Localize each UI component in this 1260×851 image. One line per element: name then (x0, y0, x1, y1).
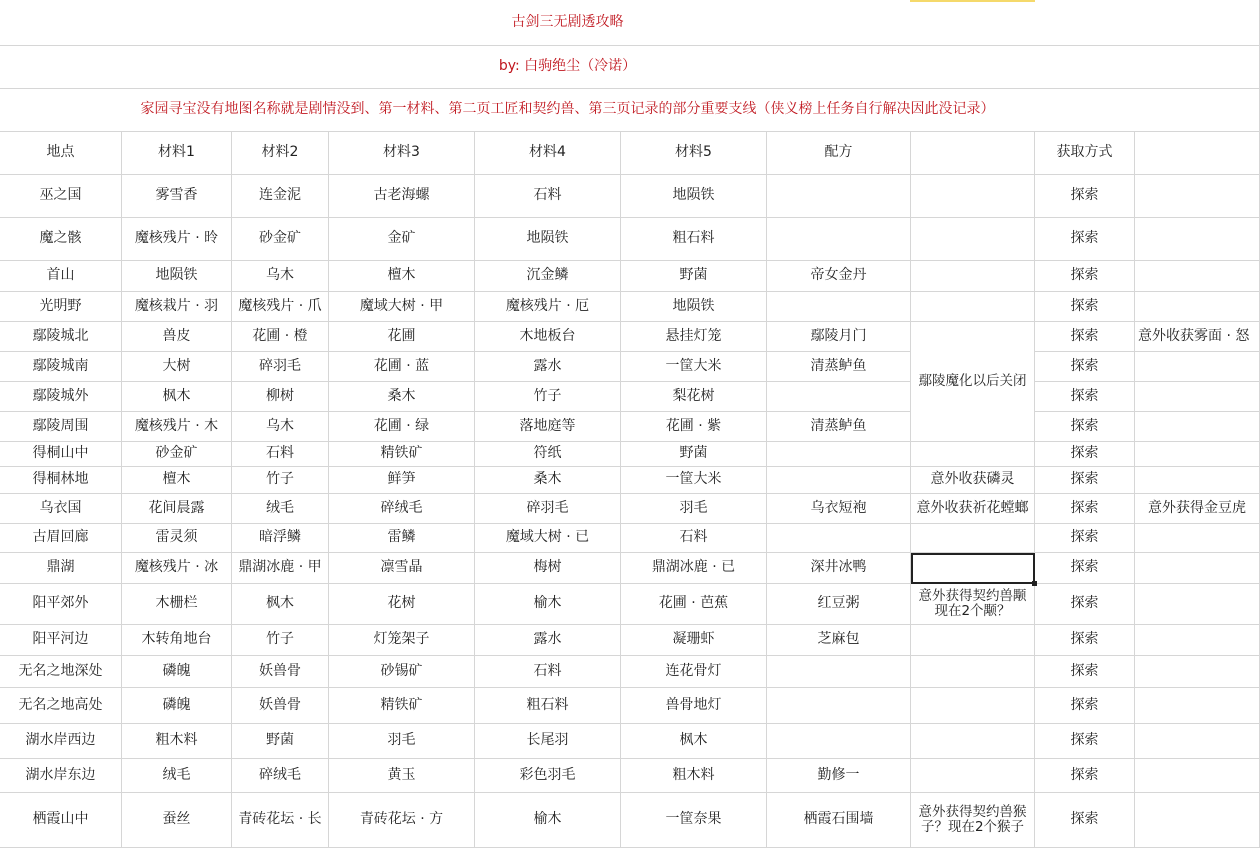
table-cell[interactable] (1135, 724, 1260, 759)
table-cell[interactable]: 碎绒毛 (329, 494, 475, 524)
table-cell[interactable] (767, 218, 911, 261)
table-cell[interactable]: 魔核残片 · 厄 (475, 292, 621, 322)
table-cell[interactable]: 砂锡矿 (329, 656, 475, 688)
table-cell[interactable]: 磷魄 (122, 656, 232, 688)
table-cell[interactable]: 花树 (329, 584, 475, 625)
table-cell[interactable]: 桑木 (475, 467, 621, 494)
table-cell[interactable] (1135, 218, 1260, 261)
table-cell[interactable]: 鄢陵城南 (0, 352, 122, 382)
table-cell[interactable]: 绒毛 (232, 494, 329, 524)
table-cell[interactable]: 碎羽毛 (232, 352, 329, 382)
table-cell[interactable]: 石料 (475, 656, 621, 688)
table-cell[interactable]: 探索 (1035, 759, 1135, 793)
table-cell[interactable]: 古眉回廊 (0, 524, 122, 553)
table-cell[interactable]: 栖霞山中 (0, 793, 122, 848)
table-cell[interactable]: 地陨铁 (621, 292, 767, 322)
table-cell[interactable]: 意外收获雾面 · 怒 (1135, 322, 1260, 352)
table-cell[interactable]: 粗石料 (621, 218, 767, 261)
table-cell[interactable]: 阳平郊外 (0, 584, 122, 625)
table-cell[interactable] (1135, 793, 1260, 848)
table-cell[interactable]: 雷鳞 (329, 524, 475, 553)
table-cell[interactable]: 榆木 (475, 584, 621, 625)
table-cell[interactable]: 鼎湖冰鹿 · 甲 (232, 553, 329, 584)
table-cell[interactable]: 探索 (1035, 261, 1135, 292)
table-cell[interactable]: 檀木 (329, 261, 475, 292)
table-cell[interactable]: 竹子 (232, 467, 329, 494)
table-cell[interactable]: 魔核残片 · 木 (122, 412, 232, 442)
table-cell[interactable]: 连花骨灯 (621, 656, 767, 688)
table-cell[interactable] (1135, 584, 1260, 625)
table-cell[interactable]: 精铁矿 (329, 688, 475, 724)
table-cell[interactable]: 竹子 (232, 625, 329, 656)
table-cell[interactable] (1135, 524, 1260, 553)
table-cell[interactable]: 粗石料 (475, 688, 621, 724)
table-cell[interactable]: 花圃 · 橙 (232, 322, 329, 352)
table-cell[interactable]: 石料 (475, 175, 621, 218)
table-cell[interactable]: 雷灵须 (122, 524, 232, 553)
table-cell[interactable]: 意外获得契约兽猴子？现在2个猴子 (911, 793, 1035, 848)
table-cell[interactable]: 探索 (1035, 218, 1135, 261)
table-cell[interactable] (767, 292, 911, 322)
table-cell[interactable]: 金矿 (329, 218, 475, 261)
table-cell[interactable]: 清蒸鲈鱼 (767, 412, 911, 442)
table-cell[interactable]: 鼎湖 (0, 553, 122, 584)
table-cell[interactable]: 探索 (1035, 688, 1135, 724)
table-cell[interactable] (767, 442, 911, 467)
table-cell[interactable]: 桑木 (329, 382, 475, 412)
empty-cell[interactable] (1135, 46, 1260, 89)
table-cell[interactable]: 连金泥 (232, 175, 329, 218)
table-cell[interactable]: 妖兽骨 (232, 688, 329, 724)
table-cell[interactable]: 沉金鳞 (475, 261, 621, 292)
table-cell[interactable] (767, 382, 911, 412)
table-cell[interactable]: 探索 (1035, 292, 1135, 322)
table-cell[interactable]: 符纸 (475, 442, 621, 467)
table-cell[interactable] (1135, 688, 1260, 724)
table-cell[interactable]: 蚕丝 (122, 793, 232, 848)
table-cell[interactable]: 得桐山中 (0, 442, 122, 467)
table-cell[interactable]: 魔核栽片 · 羽 (122, 292, 232, 322)
table-cell[interactable]: 清蒸鲈鱼 (767, 352, 911, 382)
table-cell[interactable]: 凝珊虾 (621, 625, 767, 656)
table-cell[interactable]: 黄玉 (329, 759, 475, 793)
table-cell[interactable] (1135, 656, 1260, 688)
table-cell[interactable]: 探索 (1035, 524, 1135, 553)
table-cell[interactable]: 绒毛 (122, 759, 232, 793)
table-cell[interactable]: 花圃 (329, 322, 475, 352)
table-cell[interactable]: 湖水岸东边 (0, 759, 122, 793)
table-cell[interactable] (1135, 625, 1260, 656)
table-cell[interactable] (1135, 412, 1260, 442)
table-cell[interactable]: 榆木 (475, 793, 621, 848)
empty-cell[interactable] (1135, 89, 1260, 132)
table-cell[interactable] (1135, 382, 1260, 412)
table-cell[interactable] (1135, 175, 1260, 218)
table-cell[interactable]: 花圃 · 绿 (329, 412, 475, 442)
table-cell[interactable]: 暗浮鳞 (232, 524, 329, 553)
table-cell[interactable] (911, 261, 1035, 292)
table-cell[interactable]: 长尾羽 (475, 724, 621, 759)
table-cell[interactable] (767, 175, 911, 218)
header-cell[interactable]: 获取方式 (1035, 132, 1135, 175)
table-cell[interactable] (1135, 292, 1260, 322)
header-cell[interactable]: 地点 (0, 132, 122, 175)
table-cell[interactable] (767, 724, 911, 759)
table-cell[interactable]: 芝麻包 (767, 625, 911, 656)
table-cell[interactable]: 花圃 · 芭蕉 (621, 584, 767, 625)
table-cell[interactable]: 一筐大米 (621, 467, 767, 494)
table-cell[interactable]: 湖水岸西边 (0, 724, 122, 759)
table-cell[interactable]: 探索 (1035, 352, 1135, 382)
table-cell[interactable]: 精铁矿 (329, 442, 475, 467)
table-cell[interactable]: 妖兽骨 (232, 656, 329, 688)
table-cell[interactable]: 花圃 · 蓝 (329, 352, 475, 382)
table-cell[interactable]: 露水 (475, 625, 621, 656)
table-cell[interactable]: 羽毛 (329, 724, 475, 759)
table-cell[interactable]: 地陨铁 (475, 218, 621, 261)
table-cell[interactable]: 深井冰鸭 (767, 553, 911, 584)
table-cell[interactable]: 探索 (1035, 322, 1135, 352)
table-cell[interactable]: 枫木 (621, 724, 767, 759)
table-cell[interactable]: 梨花树 (621, 382, 767, 412)
table-cell[interactable] (1135, 261, 1260, 292)
table-cell[interactable] (1135, 467, 1260, 494)
table-cell[interactable]: 乌衣短袍 (767, 494, 911, 524)
table-cell[interactable]: 枫木 (122, 382, 232, 412)
table-cell[interactable] (767, 688, 911, 724)
table-cell[interactable]: 石料 (621, 524, 767, 553)
table-cell[interactable]: 兽皮 (122, 322, 232, 352)
table-cell[interactable]: 首山 (0, 261, 122, 292)
table-cell[interactable]: 得桐林地 (0, 467, 122, 494)
header-cell[interactable]: 材料1 (122, 132, 232, 175)
table-cell[interactable] (1135, 759, 1260, 793)
table-cell[interactable] (767, 656, 911, 688)
table-cell[interactable]: 彩色羽毛 (475, 759, 621, 793)
sheet-title[interactable]: 古剑三无剧透攻略 (0, 0, 1135, 46)
table-cell[interactable]: 鄢陵月门 (767, 322, 911, 352)
table-cell[interactable]: 无名之地深处 (0, 656, 122, 688)
table-cell[interactable] (1135, 442, 1260, 467)
table-cell[interactable]: 磷魄 (122, 688, 232, 724)
table-cell[interactable]: 魔之骸 (0, 218, 122, 261)
table-cell[interactable]: 灯笼架子 (329, 625, 475, 656)
header-cell[interactable]: 材料4 (475, 132, 621, 175)
table-cell[interactable] (911, 656, 1035, 688)
table-cell[interactable]: 红豆粥 (767, 584, 911, 625)
table-cell[interactable] (911, 175, 1035, 218)
table-cell[interactable]: 野菌 (621, 261, 767, 292)
table-cell[interactable]: 乌木 (232, 412, 329, 442)
table-cell[interactable]: 探索 (1035, 175, 1135, 218)
table-cell[interactable]: 木转角地台 (122, 625, 232, 656)
table-cell[interactable] (911, 442, 1035, 467)
table-cell[interactable]: 探索 (1035, 412, 1135, 442)
table-cell[interactable]: 砂金矿 (232, 218, 329, 261)
table-cell[interactable]: 粗木料 (621, 759, 767, 793)
table-cell[interactable]: 意外获得契约兽颙现在2个颙？ (911, 584, 1035, 625)
table-cell[interactable]: 石料 (232, 442, 329, 467)
table-cell[interactable] (767, 524, 911, 553)
empty-cell[interactable] (1135, 0, 1260, 46)
table-cell[interactable] (767, 467, 911, 494)
table-cell[interactable]: 兽骨地灯 (621, 688, 767, 724)
table-cell[interactable] (911, 292, 1035, 322)
table-cell[interactable] (911, 724, 1035, 759)
table-cell[interactable]: 野菌 (232, 724, 329, 759)
table-cell[interactable]: 花间晨露 (122, 494, 232, 524)
table-cell[interactable]: 大树 (122, 352, 232, 382)
header-cell[interactable]: 材料5 (621, 132, 767, 175)
table-cell[interactable]: 勤修一 (767, 759, 911, 793)
table-cell[interactable]: 凛雪晶 (329, 553, 475, 584)
table-cell[interactable]: 柳树 (232, 382, 329, 412)
table-cell[interactable]: 魔域大树 · 甲 (329, 292, 475, 322)
table-cell[interactable]: 意外收获祈花螳螂 (911, 494, 1035, 524)
table-cell[interactable]: 鄢陵周围 (0, 412, 122, 442)
table-cell[interactable]: 鄢陵城北 (0, 322, 122, 352)
table-cell[interactable]: 地陨铁 (122, 261, 232, 292)
table-cell[interactable] (911, 688, 1035, 724)
table-cell[interactable]: 魔核残片 · 冰 (122, 553, 232, 584)
table-cell[interactable]: 探索 (1035, 553, 1135, 584)
merged-note-cell[interactable]: 鄢陵魔化以后关闭 (911, 322, 1035, 442)
table-cell[interactable]: 木栅栏 (122, 584, 232, 625)
table-cell[interactable]: 乌衣国 (0, 494, 122, 524)
table-cell[interactable]: 野菌 (621, 442, 767, 467)
table-cell[interactable] (911, 759, 1035, 793)
table-cell[interactable] (1135, 553, 1260, 584)
table-cell[interactable]: 栖霞石围墙 (767, 793, 911, 848)
table-cell[interactable]: 探索 (1035, 467, 1135, 494)
table-cell[interactable]: 帝女金丹 (767, 261, 911, 292)
table-cell[interactable]: 一筐大米 (621, 352, 767, 382)
table-cell[interactable]: 碎绒毛 (232, 759, 329, 793)
table-cell[interactable]: 魔域大树 · 已 (475, 524, 621, 553)
sheet-author[interactable]: by: 白驹绝尘（冷诺） (0, 46, 1135, 89)
table-cell[interactable]: 古老海螺 (329, 175, 475, 218)
table-cell[interactable]: 一筐奈果 (621, 793, 767, 848)
table-cell[interactable]: 碎羽毛 (475, 494, 621, 524)
table-cell[interactable]: 鲜笋 (329, 467, 475, 494)
table-cell[interactable]: 鄢陵城外 (0, 382, 122, 412)
header-cell[interactable] (911, 132, 1035, 175)
table-cell[interactable]: 魔核残片 · 爪 (232, 292, 329, 322)
table-cell[interactable]: 无名之地高处 (0, 688, 122, 724)
table-cell[interactable]: 露水 (475, 352, 621, 382)
table-cell[interactable] (911, 625, 1035, 656)
table-cell[interactable]: 檀木 (122, 467, 232, 494)
table-cell[interactable]: 意外收获磷灵 (911, 467, 1035, 494)
header-cell[interactable]: 材料2 (232, 132, 329, 175)
table-cell[interactable]: 探索 (1035, 382, 1135, 412)
table-cell[interactable]: 青砖花坛 · 方 (329, 793, 475, 848)
table-cell[interactable]: 粗木料 (122, 724, 232, 759)
table-cell[interactable]: 青砖花坛 · 长 (232, 793, 329, 848)
table-cell[interactable]: 悬挂灯笼 (621, 322, 767, 352)
table-cell[interactable]: 枫木 (232, 584, 329, 625)
table-cell[interactable]: 阳平河边 (0, 625, 122, 656)
table-cell[interactable]: 砂金矿 (122, 442, 232, 467)
table-cell[interactable] (911, 553, 1035, 584)
table-cell[interactable]: 花圃 · 紫 (621, 412, 767, 442)
table-cell[interactable]: 探索 (1035, 793, 1135, 848)
table-cell[interactable]: 探索 (1035, 584, 1135, 625)
table-cell[interactable]: 魔核残片 · 昤 (122, 218, 232, 261)
table-cell[interactable]: 光明野 (0, 292, 122, 322)
table-cell[interactable]: 雾雪香 (122, 175, 232, 218)
header-cell[interactable] (1135, 132, 1260, 175)
table-cell[interactable]: 落地庭等 (475, 412, 621, 442)
table-cell[interactable]: 意外获得金豆虎 (1135, 494, 1260, 524)
table-cell[interactable]: 探索 (1035, 625, 1135, 656)
table-cell[interactable] (911, 218, 1035, 261)
table-cell[interactable]: 探索 (1035, 442, 1135, 467)
table-cell[interactable]: 地陨铁 (621, 175, 767, 218)
header-cell[interactable]: 材料3 (329, 132, 475, 175)
table-cell[interactable]: 巫之国 (0, 175, 122, 218)
table-cell[interactable]: 竹子 (475, 382, 621, 412)
table-cell[interactable] (911, 524, 1035, 553)
header-cell[interactable]: 配方 (767, 132, 911, 175)
table-cell[interactable]: 羽毛 (621, 494, 767, 524)
table-cell[interactable]: 探索 (1035, 494, 1135, 524)
table-cell[interactable]: 探索 (1035, 724, 1135, 759)
table-cell[interactable] (1135, 352, 1260, 382)
sheet-note[interactable]: 家园寻宝没有地图名称就是剧情没到、第一材料、第二页工匠和契约兽、第三页记录的部分重要支线（侠义榜上任务自行解决因此没记录） (0, 89, 1135, 132)
table-cell[interactable]: 鼎湖冰鹿 · 已 (621, 553, 767, 584)
table-cell[interactable]: 木地板台 (475, 322, 621, 352)
table-cell[interactable]: 乌木 (232, 261, 329, 292)
table-cell[interactable]: 梅树 (475, 553, 621, 584)
table-cell[interactable]: 探索 (1035, 656, 1135, 688)
